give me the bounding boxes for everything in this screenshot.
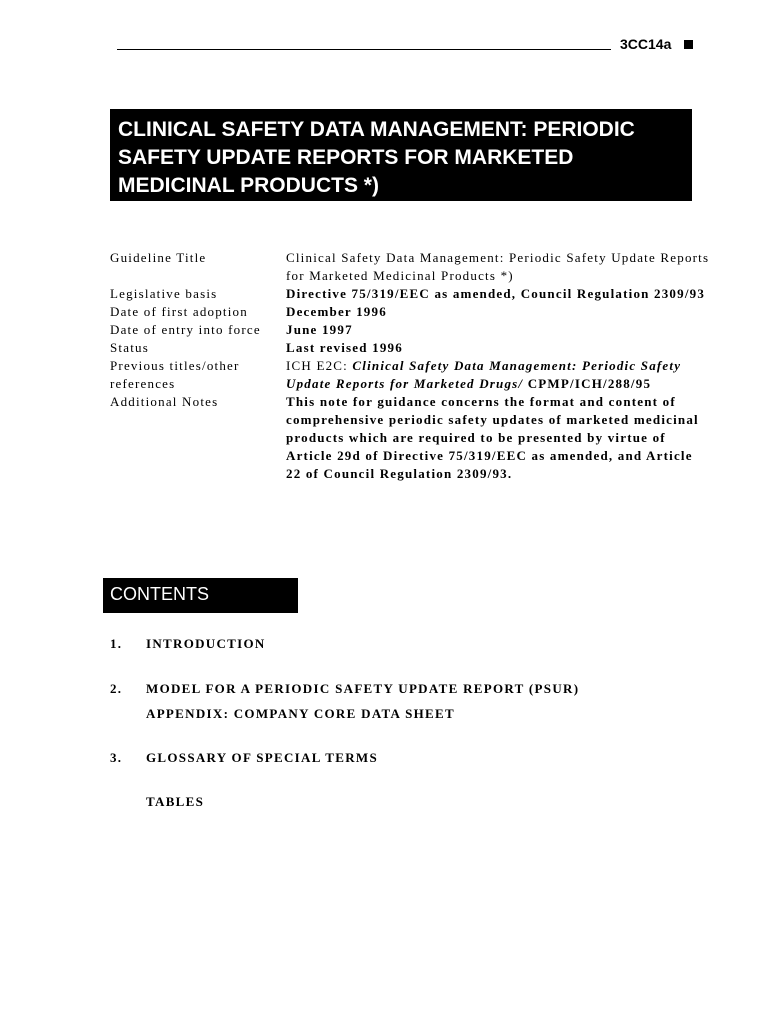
info-value-prefix: ICH E2C:	[286, 358, 353, 373]
info-value: This note for guidance concerns the format and content of comprehensive periodic safety updates of marketed medicinal products which are required to be presented by virtue of Article 29d of Directive 75/319/EEC as amended, and Article 22 of Council Regulation 2309/93.	[286, 394, 699, 481]
contents-heading: CONTENTS	[103, 578, 298, 613]
info-row-legislative-basis	[110, 285, 710, 303]
toc-text: INTRODUCTION	[146, 636, 266, 651]
info-value: Directive 75/319/EEC as amended, Council Regulation 2309/93	[286, 286, 706, 301]
document-title	[110, 109, 692, 201]
toc-number: 1.	[110, 636, 123, 651]
info-label: Additional Notes	[110, 394, 219, 409]
info-value: Clinical Safety Data Management: Periodic Safety Update Reports for Marketed Medicinal Products *)	[286, 250, 710, 283]
info-row-entry-into-force	[110, 321, 710, 339]
info-label: Legislative basis	[110, 286, 218, 301]
toc-text: MODEL FOR A PERIODIC SAFETY UPDATE REPORT (PSUR)	[146, 681, 580, 696]
document-code: 3CC14a	[620, 36, 672, 52]
toc-number: 2.	[110, 681, 123, 696]
header-rule	[117, 49, 611, 50]
title-line: MEDICINAL PRODUCTS *)	[118, 174, 379, 197]
title-line: CLINICAL SAFETY DATA MANAGEMENT: PERIODIC	[118, 118, 635, 141]
info-value: December 1996	[286, 304, 387, 319]
info-value: Last revised 1996	[286, 340, 403, 355]
info-row-first-adoption	[110, 303, 710, 321]
toc-text: GLOSSARY OF SPECIAL TERMS	[146, 750, 379, 765]
toc-text: TABLES	[146, 794, 205, 809]
info-label: Date of entry into force	[110, 322, 261, 337]
info-value: June 1997	[286, 322, 353, 337]
info-value	[286, 357, 710, 393]
info-row-additional-notes	[110, 393, 710, 483]
info-label: Previous titles/other references	[110, 358, 240, 391]
guideline-info-table	[110, 249, 710, 483]
info-value-suffix: CPMP/ICH/288/95	[527, 376, 652, 391]
square-bullet-icon	[684, 40, 693, 49]
info-row-guideline-title	[110, 249, 710, 285]
info-row-status	[110, 339, 710, 357]
info-value-italic: Clinical Safety Data Management: Periodic Safety Update Reports for Marketed Drugs/	[286, 358, 682, 391]
info-label: Status	[110, 340, 149, 355]
info-label: Guideline Title	[110, 250, 207, 265]
toc-text: APPENDIX: COMPANY CORE DATA SHEET	[146, 706, 455, 721]
toc-number: 3.	[110, 750, 123, 765]
title-line: SAFETY UPDATE REPORTS FOR MARKETED	[118, 146, 574, 169]
info-label: Date of first adoption	[110, 304, 248, 319]
info-row-previous-titles	[110, 357, 710, 393]
